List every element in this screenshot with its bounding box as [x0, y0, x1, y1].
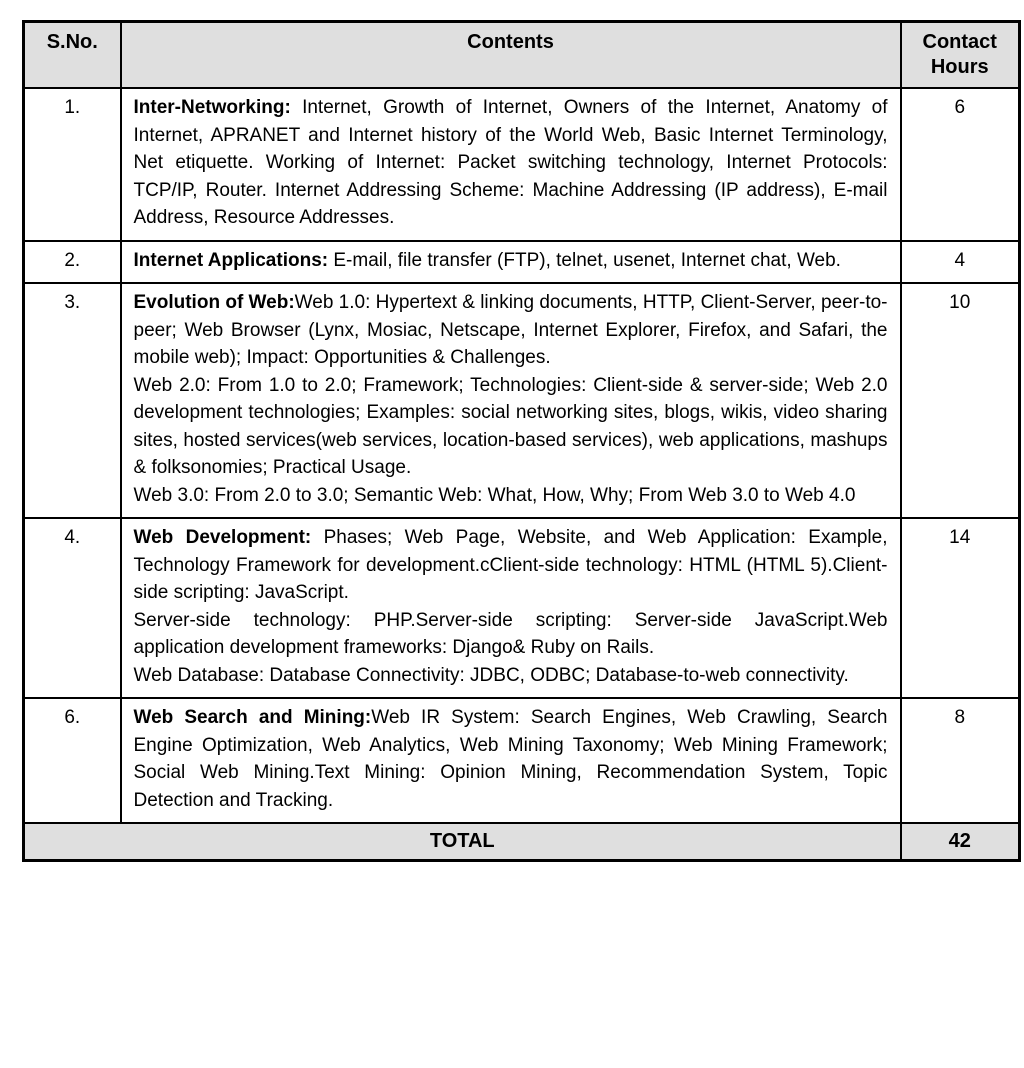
content-paragraph: [134, 704, 888, 814]
table-row: [24, 241, 1020, 284]
content-paragraph: [134, 482, 888, 510]
content-paragraph: [134, 94, 888, 232]
topic-title: Inter-Networking:: [133, 97, 291, 118]
row-number: 2.: [24, 241, 121, 284]
paragraph-text: Web Database: Database Connectivity: JDBC, ODBC; Database-to-web connectivity.: [133, 664, 849, 686]
topic-title: Web Search and Mining:: [133, 707, 372, 728]
row-contents: [121, 518, 901, 698]
row-number: 6.: [24, 698, 121, 823]
table-row: [24, 518, 1020, 698]
row-number: 4.: [24, 518, 121, 698]
row-contents: [121, 283, 901, 518]
row-hours: 6: [901, 88, 1020, 241]
content-paragraph: [134, 289, 888, 372]
row-contents: [121, 241, 901, 284]
content-paragraph: [134, 607, 888, 662]
row-hours: 14: [901, 518, 1020, 698]
row-hours: 8: [901, 698, 1020, 823]
header-contents: Contents: [121, 22, 901, 89]
row-contents: [121, 698, 901, 823]
total-hours: 42: [901, 823, 1020, 861]
syllabus-table: [22, 20, 1021, 862]
table-row: [24, 283, 1020, 518]
total-label: TOTAL: [24, 823, 901, 861]
row-contents: [121, 88, 901, 241]
row-hours: 10: [901, 283, 1020, 518]
content-paragraph: [134, 662, 888, 690]
paragraph-text: Internet, Growth of Internet, Owners of the Internet, Anatomy of Internet, APRANET and Internet history of the World Web, Basic Internet Terminology, Net etiquette. Working of Internet: Packet switching technology, Internet Protocols: TCP/IP, Router. Internet Addressing Scheme: Machine Addressing (IP address), E-mail Address, Resource Addresses.: [133, 97, 888, 228]
row-number: 3.: [24, 283, 121, 518]
topic-title: Evolution of Web:: [133, 292, 295, 313]
table-row: [24, 698, 1020, 823]
content-paragraph: [134, 247, 888, 275]
paragraph-text: Phases; Web Page, Website, and Web Application: Example, Technology Framework for development.cClient-side technology: HTML (HTML 5).Client-side scripting: JavaScript.: [133, 527, 888, 603]
paragraph-text: Web 1.0: Hypertext & linking documents, HTTP, Client-Server, peer-to-peer; Web Browser (Lynx, Mosiac, Netscape, Internet Explorer, Firefox, and Safari, the mobile web); Impact: Opportunities & Challenges.: [133, 292, 888, 368]
paragraph-text: Web IR System: Search Engines, Web Crawling, Search Engine Optimization, Web Analytics, Web Mining Taxonomy; Web Mining Framework; Social Web Mining.Text Mining: Opinion Mining, Recommendation System, Topic Detection and Tracking.: [133, 707, 888, 811]
paragraph-text: Server-side technology: PHP.Server-side scripting: Server-side JavaScript.Web application development frameworks: Django& Ruby on Rails.: [133, 609, 888, 658]
header-sno: S.No.: [24, 22, 121, 89]
header-row: [24, 22, 1020, 89]
header-contact-hours: Contact Hours: [901, 22, 1020, 89]
topic-title: Internet Applications:: [133, 249, 329, 271]
content-paragraph: [134, 524, 888, 607]
row-number: 1.: [24, 88, 121, 241]
paragraph-text: Web 2.0: From 1.0 to 2.0; Framework; Technologies: Client-side & server-side; Web 2.0 development technologies; Examples: social networking sites, blogs, wikis, video sharing sites, hosted services(web services, location-based services), web applications, mashups & folksonomies; Practical Usage.: [133, 374, 888, 478]
total-row: [24, 823, 1020, 861]
topic-title: Web Development:: [133, 527, 312, 548]
row-hours: 4: [901, 241, 1020, 284]
table-row: [24, 88, 1020, 241]
paragraph-text: E-mail, file transfer (FTP), telnet, usenet, Internet chat, Web.: [328, 249, 841, 271]
content-paragraph: [134, 372, 888, 482]
paragraph-text: Web 3.0: From 2.0 to 3.0; Semantic Web: What, How, Why; From Web 3.0 to Web 4.0: [133, 484, 856, 506]
